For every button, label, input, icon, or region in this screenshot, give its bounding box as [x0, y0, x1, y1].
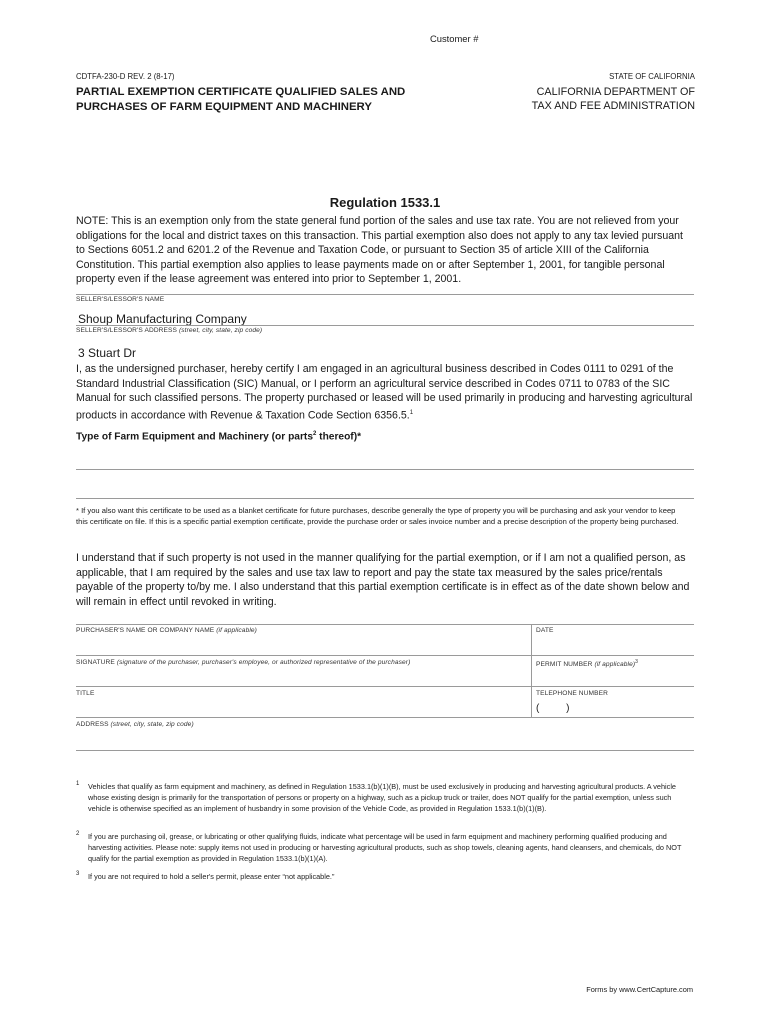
equipment-type-label	[76, 431, 361, 442]
date-field[interactable]	[536, 627, 554, 634]
telephone-label: TELEPHONE NUMBER	[536, 690, 608, 697]
understanding-statement: I understand that if such property is not used in the manner qualifying for the partial exemption, or if I am not a qualified person, as applicable, that I am required by the sales and use tax law to report and pay the state tax measured by the sales price/rentals payable of the property to/by me. I also understand that this partial exemption certificate is in effect as of the date shown below and will remain in effect until revoked in writing.	[76, 552, 690, 608]
equipment-label-b: thereof)*	[316, 431, 362, 443]
footnote-1-text: Vehicles that qualify as farm equipment and machinery, as defined in Regulation 1533.1(b)(1)(B), must be used exclusively in producing and harvesting agricultural products. A vehicle whose existing design is primarily for the transportation of persons or property on a highway, such as a pickup truck or trailer, does NOT qualify for the partial exemption, unless such vehicle is otherwise specified as an implement of husbandry in some provision of the Vehicle Code, as provided in Regulation 1533.1(b)(1)(B).	[88, 782, 676, 813]
regulation-heading: Regulation 1533.1	[329, 195, 441, 210]
title-field[interactable]	[76, 690, 94, 697]
footnote-ref-2: 2	[313, 431, 317, 437]
agency-line1: CALIFORNIA DEPARTMENT OF	[536, 86, 695, 98]
address-label: ADDRESS	[76, 721, 109, 728]
footnote-1-number: 1	[76, 781, 80, 787]
phone-open-paren: (	[536, 703, 540, 714]
footnote-2-text: If you are purchasing oil, grease, or lubricating or other qualifying fluids, indicate what percentage will be used in farm equipment and machinery performing qualified producing and harvesting activities. Please note: supply items not used in producing or harvesting agricultural products, such as shop towels, cleaning agents, hand cleansers, and chemicals, do NOT qualify for the partial exemption as provided in Regulation 1533.1(b)(1)(A).	[88, 832, 682, 863]
form-title-line2: PURCHASES OF FARM EQUIPMENT AND MACHINERY	[76, 101, 372, 113]
footnote-3-number: 3	[76, 871, 80, 877]
permit-label: PERMIT NUMBER	[536, 661, 593, 669]
purchaser-name-hint: (if applicable)	[216, 627, 257, 634]
certification-text	[76, 362, 694, 423]
form-title	[76, 85, 496, 115]
equipment-label-a: Type of Farm Equipment and Machinery (or parts	[76, 431, 313, 443]
footnote-ref-1: 1	[409, 409, 414, 416]
purchaser-name-field[interactable]	[76, 627, 257, 634]
signature-label: SIGNATURE	[76, 659, 115, 666]
phone-close-paren: )	[566, 703, 570, 714]
permit-hint: (if applicable)	[594, 661, 636, 669]
seller-address-label-text: SELLER'S/LESSOR'S ADDRESS	[76, 327, 178, 334]
seller-address-label	[76, 327, 262, 334]
form-title-line1: PARTIAL EXEMPTION CERTIFICATE QUALIFIED SALES AND	[76, 86, 406, 98]
telephone-parens	[536, 703, 569, 714]
state-label: STATE OF CALIFORNIA	[609, 72, 695, 81]
seller-name-field[interactable]: Shoup Manufacturing Company	[78, 312, 247, 326]
permit-number-field[interactable]	[536, 659, 638, 668]
certification-body: I, as the undersigned purchaser, hereby certify I am engaged in an agricultural business described in Codes 0111 to 0291 of the Standard Industrial Classification (SIC) Manual, or I perform an agricultural service described in Codes 0711 to 0783 of the SIC Manual for such classified persons. The property purchased or leased will be used primarily in producing and harvesting agricultural products in accordance with Revenue & Taxation Code Section 6356.5.	[76, 363, 693, 422]
footnote-3-text: If you are not required to hold a seller's permit, please enter “not applicable.”	[88, 872, 335, 881]
date-label: DATE	[536, 627, 554, 634]
address-field[interactable]	[76, 721, 194, 728]
footnote-2-number: 2	[76, 831, 80, 837]
footnote-3	[76, 871, 694, 882]
footer-credit: Forms by www.CertCapture.com	[586, 985, 693, 994]
equipment-line-1[interactable]	[76, 469, 694, 470]
exemption-note: NOTE: This is an exemption only from the state general fund portion of the sales and use tax rate. You are not relieved from your obligations for the local and district taxes on this transaction. This partial exemption also does not apply to any tax levied pursuant to Sections 6051.2 and 6201.2 of the Revenue and Taxation Code, or pursuant to Section 35 of article XIII of the California Constitution. This partial exemption also applies to lease payments made on or after September 1, 2001, for tangible personal property even if the lease agreement was entered into prior to September 1, 2001.	[76, 215, 683, 286]
telephone-field[interactable]	[536, 690, 608, 697]
customer-number-label: Customer #	[430, 33, 479, 44]
seller-name-label: SELLER'S/LESSOR'S NAME	[76, 296, 165, 303]
equipment-line-2[interactable]	[76, 498, 694, 499]
footnote-ref-3: 3	[635, 659, 639, 665]
footnote-2	[76, 831, 694, 864]
blanket-certificate-note: * If you also want this certificate to be used as a blanket certificate for future purchases, describe generally the type of property you will be purchasing and ask your vendor to keep this certificate on file. If this is a specific partial exemption certificate, provide the purchase order or sales invoice number and a precise description of the property being purchased.	[76, 506, 679, 527]
address-hint: (street, city, state, zip code)	[110, 721, 194, 728]
agency-name	[475, 85, 695, 113]
agency-line2: TAX AND FEE ADMINISTRATION	[531, 100, 695, 112]
seller-address-hint: (street, city, state, zip code)	[178, 327, 263, 334]
title-label: TITLE	[76, 690, 95, 697]
seller-address-field[interactable]: 3 Stuart Dr	[78, 346, 137, 360]
signature-hint: (signature of the purchaser, purchaser's employee, or authorized representative of the purchaser)	[116, 659, 411, 666]
signature-field[interactable]	[76, 659, 410, 666]
form-number: CDTFA-230-D REV. 2 (8-17)	[76, 72, 175, 81]
footnote-1	[76, 781, 694, 814]
purchaser-name-label: PURCHASER'S NAME OR COMPANY NAME	[76, 627, 215, 634]
